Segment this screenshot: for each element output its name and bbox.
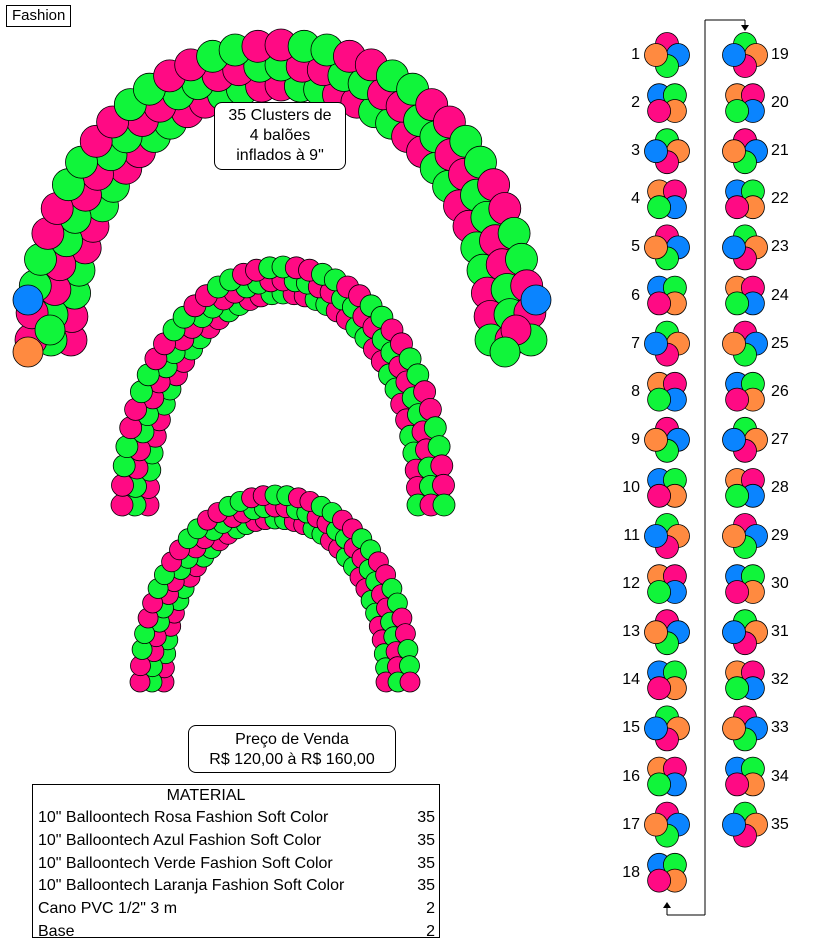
cluster-balloon — [645, 236, 668, 259]
cluster-balloon — [645, 140, 668, 163]
material-name: 10" Balloontech Rosa Fashion Soft Color — [38, 809, 329, 826]
cluster-number: 29 — [771, 527, 789, 544]
balloon-cluster — [645, 129, 690, 174]
cluster-number: 2 — [631, 94, 640, 112]
material-qty: 35 — [417, 831, 435, 849]
cluster-balloon — [723, 813, 746, 836]
cluster-balloon — [726, 388, 749, 411]
cluster-number: 20 — [771, 94, 789, 112]
cluster-number: 34 — [771, 767, 789, 785]
balloon-cluster — [723, 321, 768, 366]
cluster-balloon — [723, 428, 746, 451]
balloon-cluster — [723, 417, 768, 462]
cluster-number: 8 — [631, 382, 640, 400]
material-name: Cano PVC 1/2" 3 m — [38, 900, 178, 918]
cluster-balloon — [723, 140, 746, 163]
cluster-number: 12 — [622, 575, 640, 593]
material-name: 10" Balloontech Azul Fashion Soft Color — [38, 831, 322, 849]
cluster-balloon — [645, 813, 668, 836]
balloon-cluster — [723, 33, 768, 78]
page-title: Fashion — [6, 5, 71, 27]
cluster-balloon — [726, 196, 749, 219]
cluster-balloon — [645, 525, 668, 548]
cluster-balloon — [723, 44, 746, 67]
cluster-balloon — [723, 621, 746, 644]
material-name: 10" Balloontech Verde Fashion Soft Color — [38, 854, 333, 872]
cluster-number: 35 — [771, 815, 789, 833]
balloon-cluster — [645, 802, 690, 847]
cluster-balloon — [726, 100, 749, 123]
balloon-cluster — [648, 565, 687, 604]
info-line-3: inflados à 9" — [236, 147, 324, 164]
material-qty: 35 — [417, 854, 435, 872]
balloon-cluster — [645, 706, 690, 751]
cluster-number: 13 — [622, 623, 640, 641]
price-range: R$ 120,00 à R$ 160,00 — [209, 751, 375, 768]
balloon-cluster — [726, 661, 765, 700]
balloon-cluster — [645, 514, 690, 559]
cluster-number: 15 — [622, 719, 640, 737]
price-label: Preço de Venda — [235, 731, 349, 748]
cluster-number: 14 — [622, 671, 640, 689]
cluster-balloon — [723, 332, 746, 355]
balloon-cluster — [726, 565, 765, 604]
cluster-number: 1 — [631, 46, 640, 63]
balloon-cluster — [645, 610, 690, 655]
cluster-balloon — [648, 196, 671, 219]
balloon-cluster — [723, 514, 768, 559]
material-qty: 35 — [417, 877, 435, 895]
cluster-number: 26 — [771, 382, 789, 400]
cluster-number: 9 — [631, 430, 640, 448]
cluster-number: 30 — [771, 575, 789, 593]
cluster-number: 23 — [771, 238, 789, 256]
cluster-balloon — [723, 717, 746, 740]
balloon-cluster — [726, 276, 765, 315]
material-qty: 35 — [417, 809, 435, 826]
info-line-2: 4 balões — [249, 127, 311, 144]
balloon-cluster — [723, 610, 768, 655]
cluster-balloon — [648, 581, 671, 604]
balloon-cluster — [726, 372, 765, 411]
cluster-number: 16 — [622, 767, 640, 785]
cluster-number: 21 — [771, 142, 789, 160]
cluster-number: 7 — [631, 334, 640, 352]
cluster-balloon — [648, 773, 671, 796]
cluster-balloon — [723, 525, 746, 548]
cluster-number: 33 — [771, 719, 789, 737]
cluster-number: 25 — [771, 334, 789, 352]
cluster-balloon — [645, 44, 668, 67]
cluster-number: 24 — [771, 286, 789, 304]
cluster-balloon — [726, 484, 749, 507]
cluster-balloon — [726, 581, 749, 604]
material-heading: MATERIAL — [166, 787, 246, 804]
info-line-1: 35 Clusters de — [228, 107, 332, 124]
arrow-up-icon — [663, 902, 671, 908]
cluster-balloon — [648, 869, 671, 892]
cluster-balloon — [648, 100, 671, 123]
cluster-number: 18 — [622, 863, 640, 881]
balloon-cluster — [726, 469, 765, 508]
cluster-balloon — [645, 717, 668, 740]
balloon-cluster — [723, 129, 768, 174]
material-qty: 2 — [426, 900, 435, 918]
material-name: Base — [38, 922, 75, 940]
cluster-number: 10 — [622, 478, 640, 496]
cluster-number: 11 — [623, 527, 640, 544]
cluster-number: 32 — [771, 671, 789, 689]
balloon-cluster — [723, 225, 768, 270]
cluster-number: 6 — [631, 286, 640, 304]
balloon-cluster — [645, 33, 690, 78]
balloon-cluster — [723, 706, 768, 751]
cluster-balloon — [726, 677, 749, 700]
balloon-cluster — [648, 469, 687, 508]
cluster-number: 28 — [771, 478, 789, 496]
cluster-number: 4 — [631, 190, 640, 208]
cluster-number: 17 — [622, 815, 640, 833]
cluster-number: 3 — [631, 142, 640, 160]
cluster-number: 5 — [631, 238, 640, 256]
material-name: 10" Balloontech Laranja Fashion Soft Color — [38, 877, 345, 895]
balloon-cluster — [726, 84, 765, 123]
balloon-cluster — [648, 84, 687, 123]
cluster-balloon — [645, 621, 668, 644]
balloon-cluster — [648, 276, 687, 315]
balloon-cluster — [726, 180, 765, 219]
cluster-balloon — [645, 428, 668, 451]
cluster-balloon — [645, 332, 668, 355]
balloon-cluster — [648, 661, 687, 700]
cluster-number: 19 — [771, 46, 789, 63]
balloon-cluster — [648, 853, 687, 892]
cluster-number: 22 — [771, 190, 789, 208]
cluster-balloon — [723, 236, 746, 259]
cluster-balloon — [726, 292, 749, 315]
balloon-cluster — [648, 757, 687, 796]
arrow-down-icon — [741, 25, 749, 31]
cluster-number: 27 — [771, 430, 789, 448]
balloon-cluster — [645, 321, 690, 366]
balloon-cluster — [648, 180, 687, 219]
cluster-balloon — [648, 484, 671, 507]
material-qty: 2 — [426, 922, 435, 940]
balloon-cluster — [645, 225, 690, 270]
cluster-balloon — [648, 388, 671, 411]
cluster-number: 31 — [771, 623, 789, 641]
balloon-cluster — [645, 417, 690, 462]
balloon-cluster — [723, 802, 768, 847]
balloon-cluster — [648, 372, 687, 411]
cluster-balloon — [648, 677, 671, 700]
cluster-balloon — [648, 292, 671, 315]
cluster-balloon — [726, 773, 749, 796]
balloon-cluster — [726, 757, 765, 796]
